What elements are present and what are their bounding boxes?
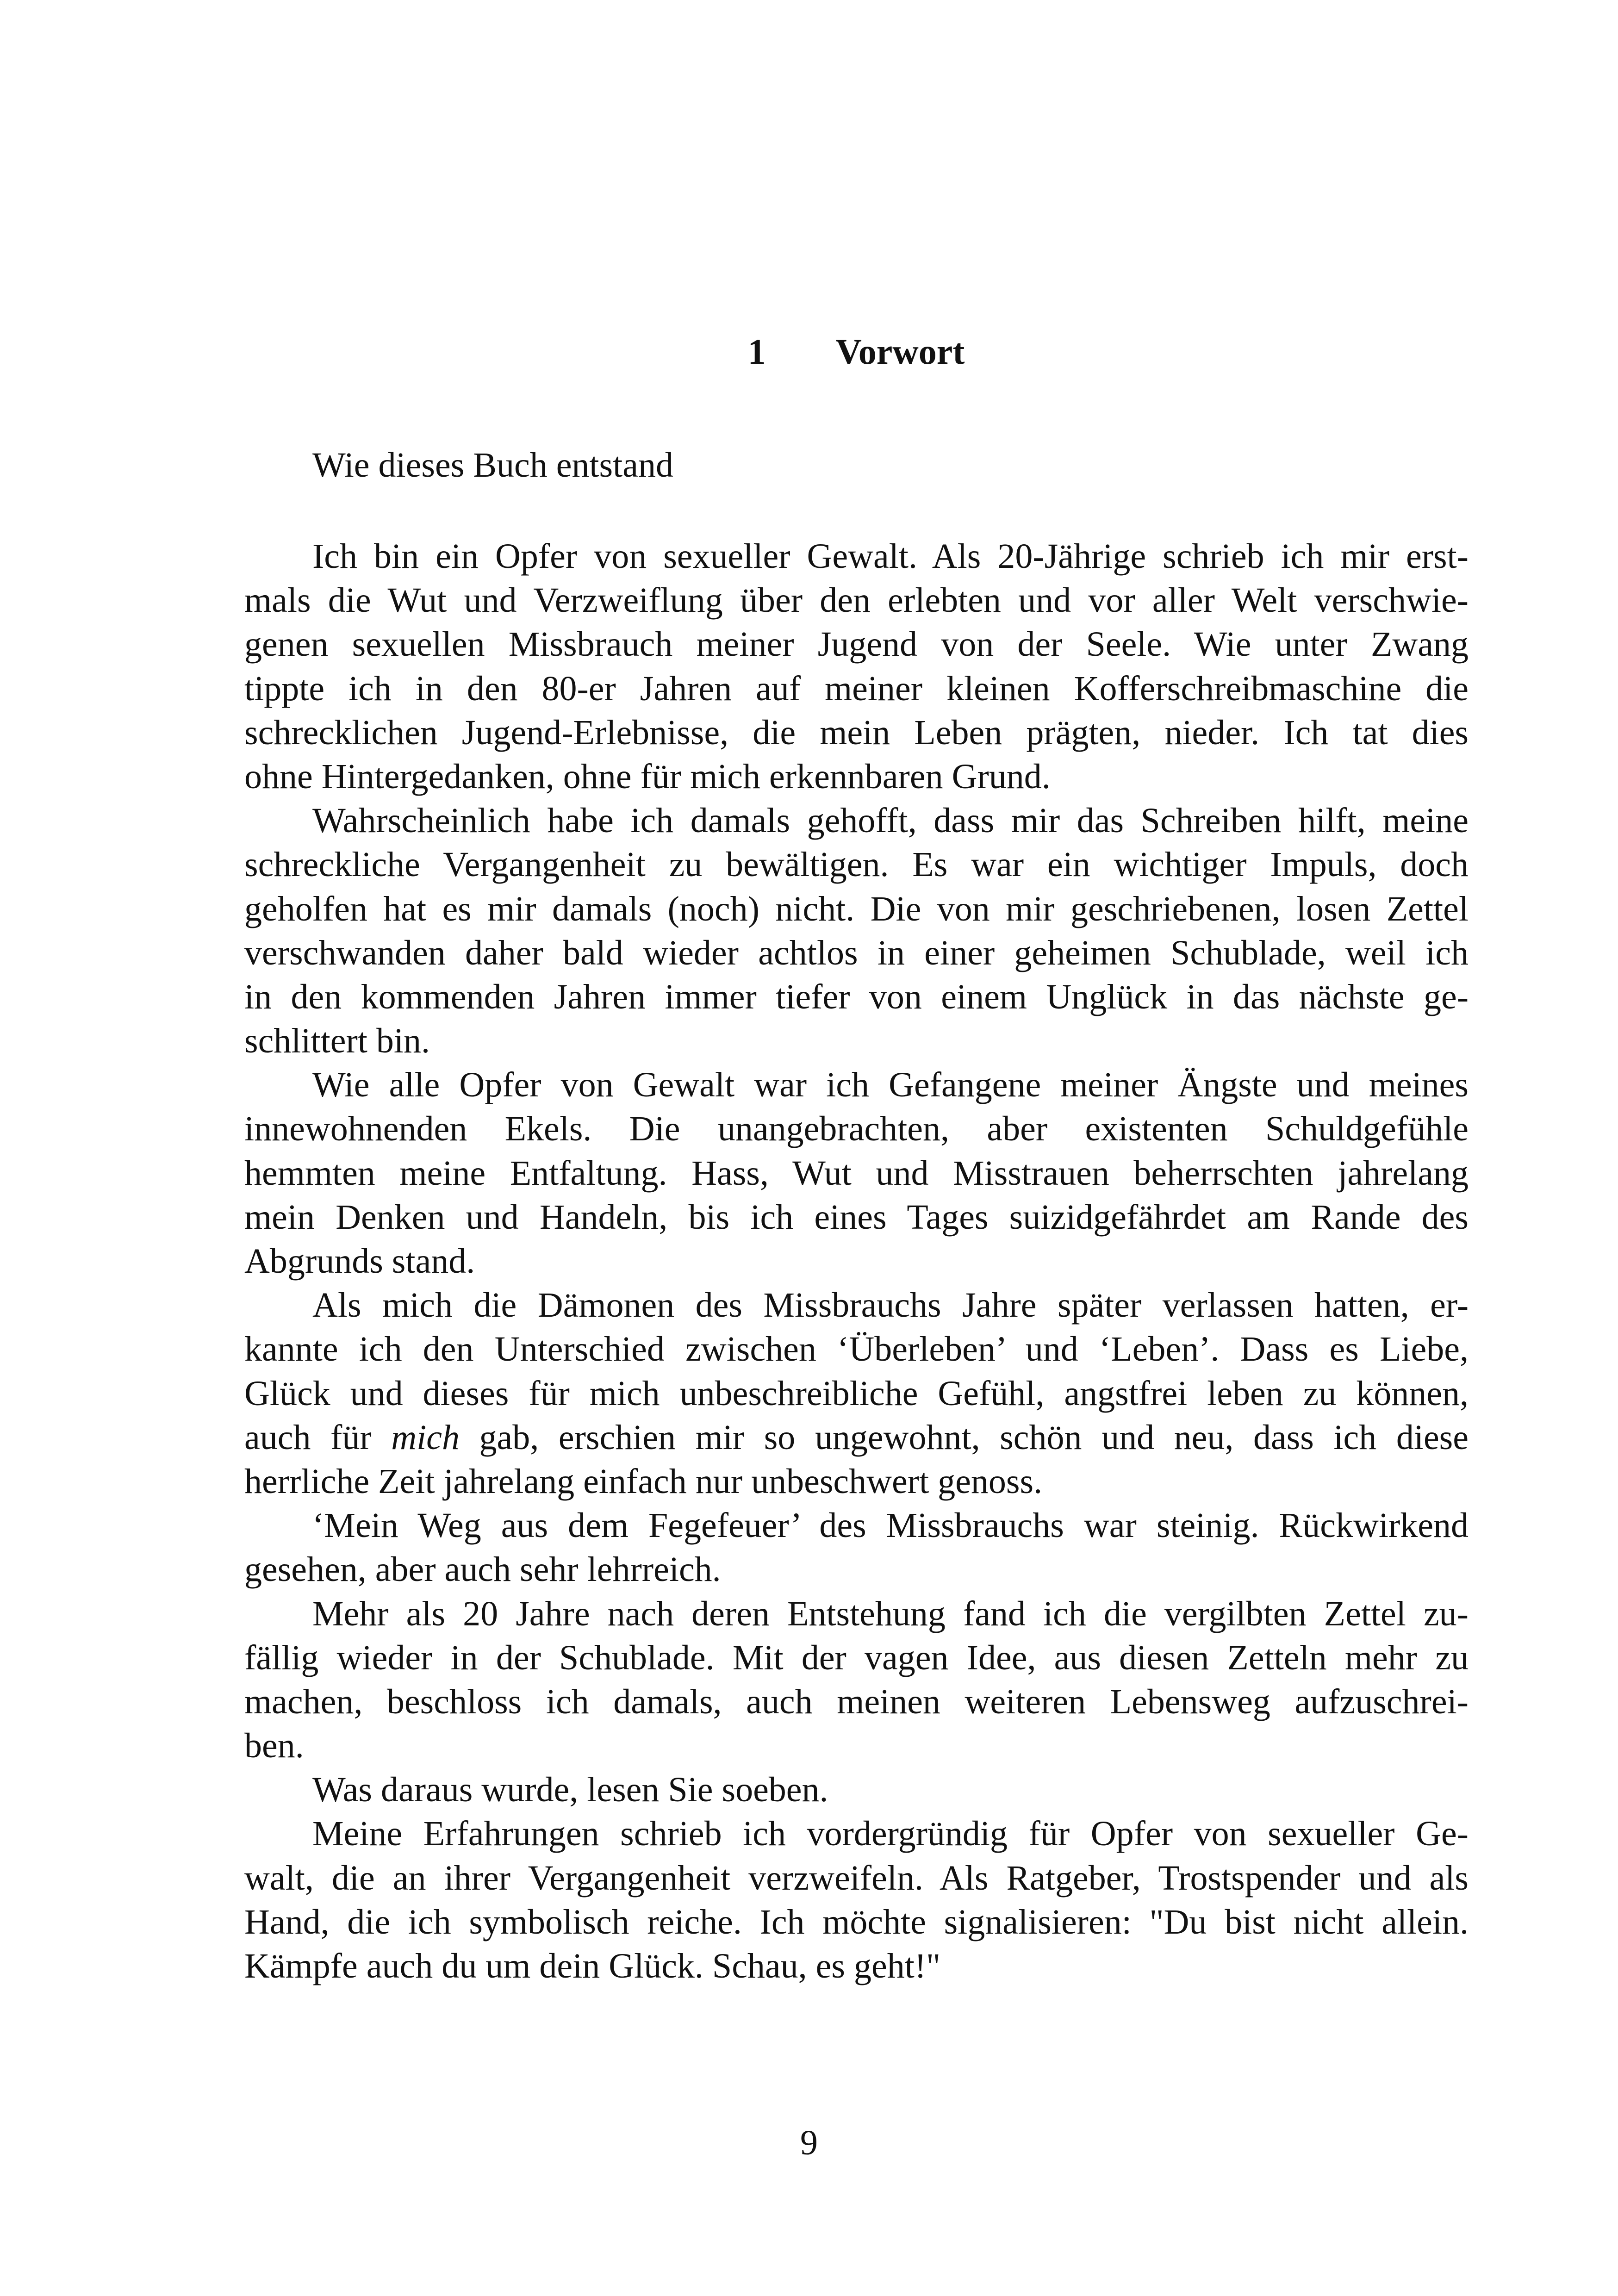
page-number: 9 <box>800 2123 818 2162</box>
text-line: in den kommenden Jahren immer tiefer von einem Unglück in das nächste ge- <box>244 977 1469 1016</box>
text-line: Als mich die Dämonen des Missbrauchs Jahre später verlassen hatten, er- <box>312 1286 1469 1325</box>
text-line: schlittert bin. <box>244 1021 430 1061</box>
text-line: machen, beschloss ich damals, auch meinen weiteren Lebensweg aufzuschrei- <box>244 1682 1469 1721</box>
chapter-heading <box>241 329 1472 375</box>
text-line: Glück und dieses für mich unbeschreibliche Gefühl, angstfrei leben zu können, <box>244 1374 1469 1413</box>
text-line: Was daraus wurde, lesen Sie soeben. <box>312 1770 828 1810</box>
text-segment: gab, erschien mir so ungewohnt, schön und neu, dass ich diese <box>459 1418 1469 1457</box>
text-line: Hand, die ich symbolisch reiche. Ich möchte signalisieren: "Du bist nicht allein. <box>244 1902 1469 1941</box>
text-line: kannte ich den Unterschied zwischen ‘Überleben’ und ‘Leben’. Dass es Liebe, <box>244 1330 1469 1369</box>
text-line: schrecklichen Jugend-Erlebnisse, die mein Leben prägten, nieder. Ich tat dies <box>244 713 1469 752</box>
text-line: verschwanden daher bald wieder achtlos in einer geheimen Schublade, weil ich <box>244 933 1469 972</box>
text-line: herrliche Zeit jahrelang einfach nur unbeschwert genoss. <box>244 1462 1043 1501</box>
text-line: Mehr als 20 Jahre nach deren Entstehung fand ich die vergilbten Zettel zu- <box>312 1594 1469 1633</box>
text-line: Kämpfe auch du um dein Glück. Schau, es geht!" <box>244 1947 941 1985</box>
text-line: walt, die an ihrer Vergangenheit verzweifeln. Als Ratgeber, Trostspender und als <box>244 1858 1469 1898</box>
text-line: genen sexuellen Missbrauch meiner Jugend von der Seele. Wie unter Zwang <box>244 625 1469 664</box>
text-line: Abgrunds stand. <box>244 1242 475 1281</box>
text-line: tippte ich in den 80-er Jahren auf meiner kleinen Kofferschreibmaschine die <box>244 669 1469 708</box>
body-text <box>244 535 1469 1988</box>
chapter-number: 1 <box>747 331 766 372</box>
text-line: Meine Erfahrungen schrieb ich vordergründig für Opfer von sexueller Ge- <box>312 1814 1469 1854</box>
text-line: ben. <box>244 1726 304 1766</box>
text-line: schreckliche Vergangenheit zu bewältigen. Es war ein wichtiger Impuls, doch <box>244 845 1469 884</box>
text-line: geholfen hat es mir damals (noch) nicht. Die von mir geschriebenen, losen Zettel <box>244 889 1469 928</box>
text-line-mixed <box>244 1416 1469 1460</box>
text-line: mals die Wut und Verzweiflung über den erlebten und vor aller Welt verschwie- <box>244 581 1469 620</box>
text-line: Wie alle Opfer von Gewalt war ich Gefangene meiner Ängste und meines <box>312 1065 1469 1105</box>
emphasis-word: mich <box>391 1418 460 1457</box>
text-segment: auch für <box>244 1418 392 1457</box>
text-line: innewohnenden Ekels. Die unangebrachten, aber existenten Schuldgefühle <box>244 1109 1469 1149</box>
text-line: hemmten meine Entfaltung. Hass, Wut und Misstrauen beherrschten jahrelang <box>244 1153 1469 1193</box>
text-line: ohne Hintergedanken, ohne für mich erkennbaren Grund. <box>244 757 1051 796</box>
chapter-title: Vorwort <box>835 331 965 372</box>
text-line: Wahrscheinlich habe ich damals gehofft, dass mir das Schreiben hilft, meine <box>312 801 1469 840</box>
text-line: mein Denken und Handeln, bis ich eines Tages suizidgefährdet am Rande des <box>244 1197 1469 1237</box>
text-line: ‘Mein Weg aus dem Fegefeuer’ des Missbrauchs war steinig. Rückwirkend <box>312 1506 1469 1545</box>
text-line: gesehen, aber auch sehr lehrreich. <box>244 1550 721 1589</box>
text-line: fällig wieder in der Schublade. Mit der vagen Idee, aus diesen Zetteln mehr zu <box>244 1638 1469 1677</box>
text-line: Ich bin ein Opfer von sexueller Gewalt. Als 20-Jährige schrieb ich mir erst- <box>312 537 1469 576</box>
section-title: Wie dieses Buch entstand <box>312 446 673 485</box>
